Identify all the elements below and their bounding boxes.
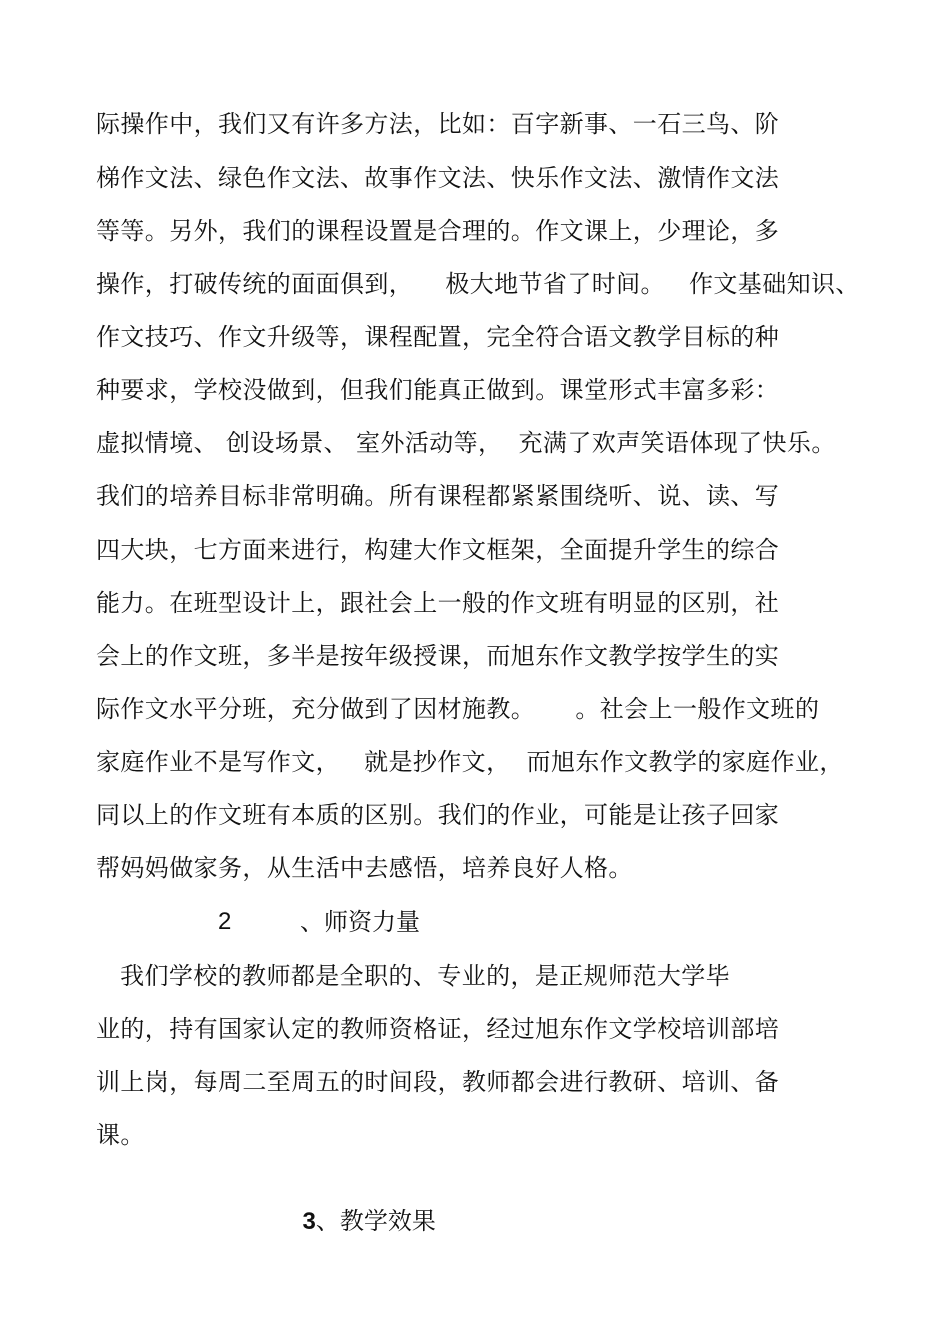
paragraph-line: 四大块，七方面来进行，构建大作文框架，全面提升学生的综合 [96, 536, 780, 564]
section-number: 2 [218, 908, 232, 935]
paragraph-line: 梯作文法、绿色作文法、故事作文法、快乐作文法、激情作文法 [96, 164, 780, 192]
paragraph-line: 作文技巧、作文升级等，课程配置，完全符合语文教学目标的种 [96, 323, 780, 351]
paragraph-line: 同以上的作文班有本质的区别。我们的作业，可能是让孩子回家 [96, 801, 780, 829]
section-title: 、师资力量 [300, 908, 420, 936]
paragraph-line: 操作，打破传统的面面俱到， 极大地节省了时间。 作文基础知识、 [96, 270, 860, 298]
paragraph-line: 课。 [96, 1121, 145, 1149]
paragraph-line: 等等。另外，我们的课程设置是合理的。作文课上，少理论，多 [96, 217, 780, 245]
paragraph-line: 业的，持有国家认定的教师资格证，经过旭东作文学校培训部培 [96, 1015, 780, 1043]
section-heading-3 [272, 1173, 436, 1270]
paragraph-line: 虚拟情境、 创设场景、 室外活动等， 充满了欢声笑语体现了快乐。 [96, 429, 836, 457]
paragraph-line: 训上岗，每周二至周五的时间段，教师都会进行教研、培训、备 [96, 1068, 780, 1096]
paragraph-line: 际操作中，我们又有许多方法，比如：百字新事、一石三鸟、阶 [96, 110, 780, 138]
paragraph-line: 我们的培养目标非常明确。所有课程都紧紧围绕听、说、读、写 [96, 482, 780, 510]
paragraph-line: 会上的作文班，多半是按年级授课，而旭东作文教学按学生的实 [96, 642, 780, 670]
paragraph-line: 帮妈妈做家务，从生活中去感悟，培养良好人格。 [96, 854, 633, 882]
section-number: 3 [302, 1208, 316, 1235]
paragraph-line: 种要求，学校没做到，但我们能真正做到。课堂形式丰富多彩： [96, 376, 780, 404]
paragraph-line: 我们学校的教师都是全职的、专业的，是正规师范大学毕 [96, 962, 731, 990]
paragraph-line: 能力。在班型设计上，跟社会上一般的作文班有明显的区别，社 [96, 589, 780, 617]
paragraph-line: 际作文水平分班，充分做到了因材施教。 。社会上一般作文班的 [96, 695, 820, 723]
section-title: 、教学效果 [315, 1207, 436, 1235]
paragraph-line: 家庭作业不是写作文， 就是抄作文， 而旭东作文教学的家庭作业， [96, 748, 844, 776]
